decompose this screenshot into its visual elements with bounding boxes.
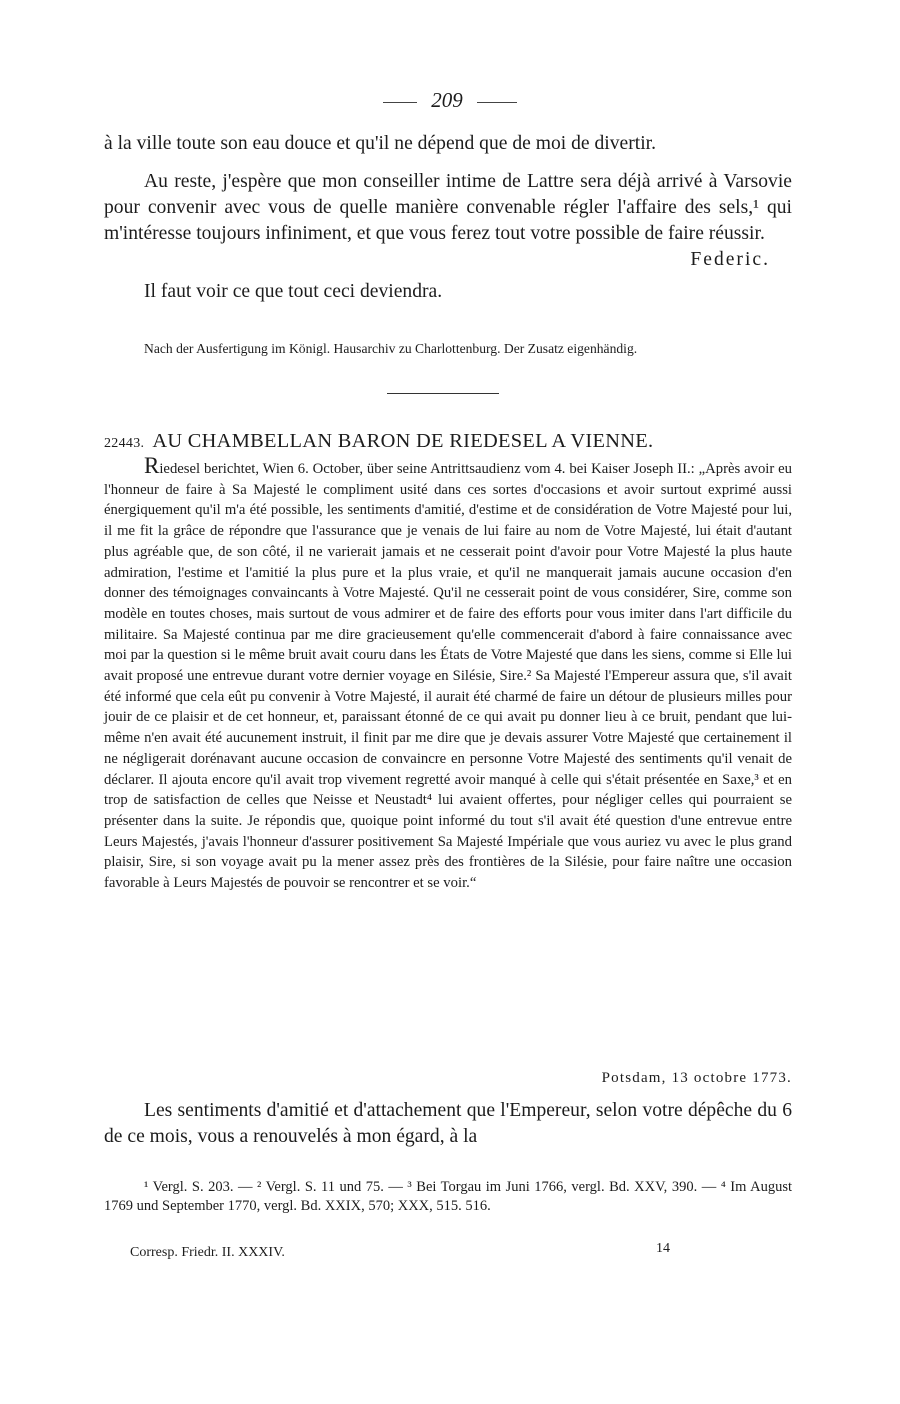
signature: Federic.: [690, 249, 770, 270]
summary-block: [104, 453, 792, 894]
page-header: [0, 88, 900, 113]
footnotes: ¹ Vergl. S. 203. — ² Vergl. S. 11 und 75. — ³ Bei Torgau im Juni 1766, vergl. Bd. XXV, 390. — ⁴ Im August 1769 und September 1770, vergl. Bd. XXIX, 570; XXX, 515. 516.: [104, 1179, 792, 1214]
letter-number: 22443.: [104, 436, 145, 451]
letter-paragraph-1: à la ville toute son eau douce et qu'il ne dépend que de moi de divertir.: [104, 133, 656, 154]
letter-title: AU CHAMBELLAN BARON DE RIEDESEL A VIENNE.: [152, 430, 654, 452]
section-divider: [387, 393, 499, 394]
header-dash-right: [477, 102, 517, 103]
summary-text: iedesel berichtet, Wien 6. October, über seine Antrittsaudienz vom 4. bei Kaiser Joseph II.: „Après avoir eu l'honneur de faire à Sa Majesté le compliment usité dans ces sortes d'occasions et avoir surtout exprimé aussi énergiquement qu'il m'a été possible, les sentiments d'amitié, d'estime et de considération de Votre Majesté pour lui, il me fit la grâce de répondre que l'assurance que je venais de lui faire au nom de Votre Majesté, lui était d'autant plus agréable que, de son côté, il ne varierait jamais et ne cesserait point d'avoir pour Votre Majesté la plus haute admiration, l'estime et l'amitié la plus pure et la plus vraie, et qu'il ne manquerait jamais aucune occasion d'en donner des témoignages convaincants à Votre Majesté. Qu'il ne cesserait point de vous considérer, Sire, comme son modèle en toutes choses, mais surtout de vous admirer et de faire des efforts pour vous imiter dans l'art difficile du militaire. Sa Majesté continua par me dire gracieusement qu'elle commencerait d'abord à faire connaissance avec moi par la question si le même bruit avait couru dans les États de Votre Majesté que dans les siens, comme si Elle lui avait proposé une entrevue durant votre dernier voyage en Silésie, Sire.² Sa Majesté l'Empereur assura que, s'il avait été informé que cela eût pu convenir à Votre Majesté, il aurait été charmé de faire un détour de plusieurs milles pour jouir de ce plaisir et de cet honneur, et, paraissant étonné de ce qui avait pu donner lieu à ce bruit, pendant que lui-même n'en avait été aucunement instruit, il finit par me dire que je devais assurer Votre Majesté que certainement il ne négligerait dorénavant aucune occasion de convaincre en personne Votre Majesté des sentiments qu'il venait de déclarer. Il ajouta encore qu'il avait trop vivement regretté avoir manqué à celle qui s'était présentée en Saxe,³ et en trop de satisfaction de celles que Neisse et Neustadt⁴ lui avaient offertes, pour négliger celles qui pourraient se présenter dans la suite. Je répondis que, quoique point informé du tout s'il avait été question d'une entrevue entre Leurs Majestés, j'avais l'honneur d'assurer positivement Sa Majesté Impériale que vous auriez vu avec le plus grand plaisir, Sire, si son voyage avait pu la mener assez près des frontières de la Silésie, pour faire naître une occasion favorable à Leurs Majestés de pouvoir se rencontrer et se voir.“: [104, 461, 792, 892]
section-heading: [104, 427, 792, 458]
footer-volume: Corresp. Friedr. II. XXXIV.: [130, 1245, 285, 1260]
letter-ending: [104, 131, 792, 305]
header-dash-left: [383, 102, 417, 103]
source-note: Nach der Ausfertigung im Königl. Hausarchiv zu Charlottenburg. Der Zusatz eigenhändig.: [144, 341, 638, 356]
postscript: Il faut voir ce que tout ceci deviendra.: [144, 281, 443, 302]
summary-paragraph: [104, 453, 792, 894]
footer-signature-mark: 14: [656, 1241, 670, 1256]
dateline: Potsdam, 13 octobre 1773.: [601, 1070, 792, 1086]
summary-initial: R: [144, 453, 160, 478]
letter-paragraph-2: Au reste, j'espère que mon conseiller intime de Lattre sera déjà arrivé à Varsovie pour convenir avec vous de quelle manière convenable régler l'affaire des sels,¹ qui m'intéresse toujours infiniment, et que vous ferez tout votre possible de faire réussir.: [104, 171, 792, 244]
letter-opening: Les sentiments d'amitié et d'attachement que l'Empereur, selon votre dépêche du 6 de ce mois, vous a renouvelés à mon égard, à la: [104, 1100, 792, 1147]
page-number: 209: [431, 88, 463, 112]
